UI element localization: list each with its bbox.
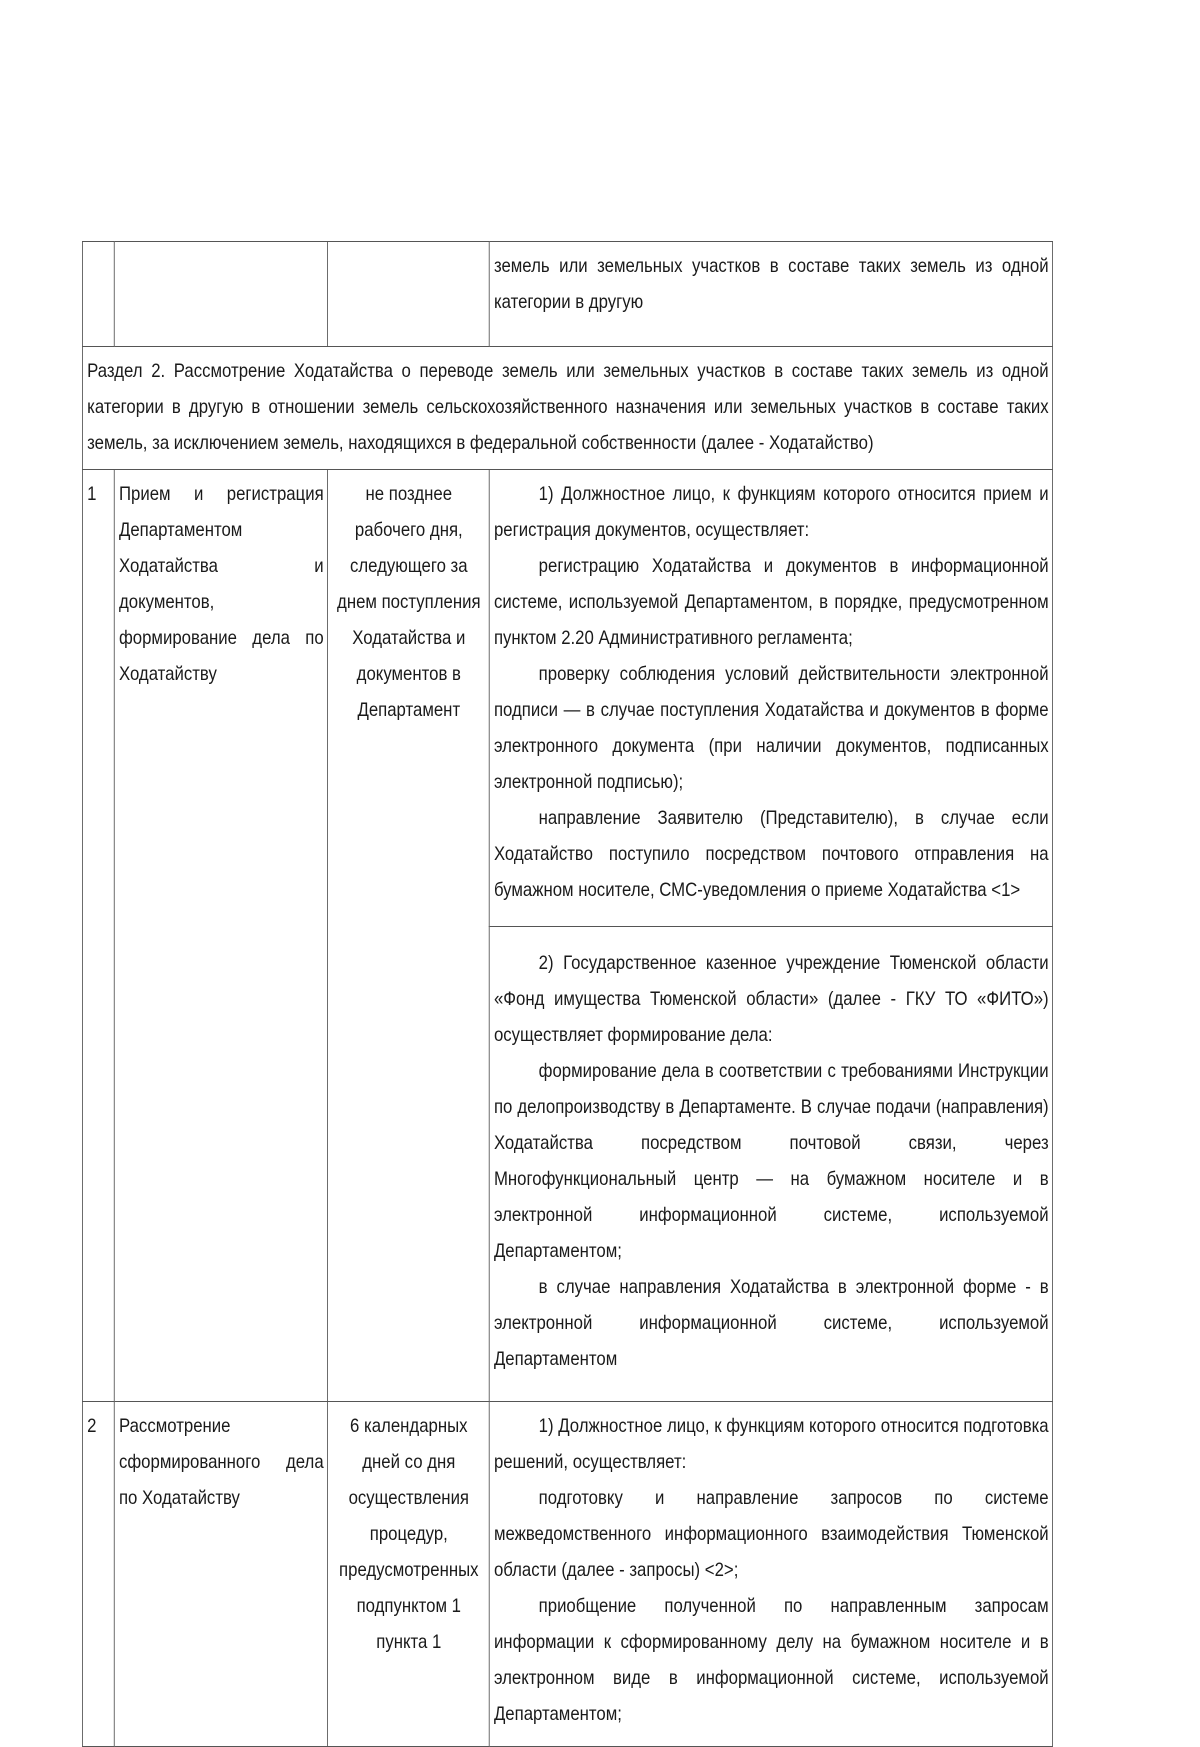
table-row-2 <box>82 1402 1052 1747</box>
block-item: приобщение полученной по направленным запросам информации к сформированному делу на бумажном носителе и в электронном виде в информационной системе, используемой Департаментом; <box>493 1595 1049 1725</box>
section-title: Раздел 2. Рассмотрение Ходатайства о переводе земель или земельных участков в составе таких земель из одной категории в другую в отношении земель сельскохозяйственного назначения или земельных участков в составе таких земель, за исключением земель, находящихся в федеральной собственности (далее - Ходатайство) <box>82 347 1052 470</box>
procedures-table <box>82 241 1053 1747</box>
cell-procedure-name <box>114 242 327 347</box>
block-item: направление Заявителю (Представителю), в случае если Ходатайство поступило посредством почтового отправления на бумажном носителе, СМС-уведомления о приеме Ходатайства <1> <box>493 807 1049 901</box>
procedure-block <box>489 1402 1052 1747</box>
procedure-block <box>489 927 1052 1402</box>
block-lead: 1) Должностное лицо, к функциям которого относится подготовка решений, осуществляет: <box>493 1415 1049 1473</box>
procedure-block <box>489 470 1052 927</box>
procedure-term: 6 календарных дней со дня осуществления процедур, предусмотренных подпунктом 1 пункта 1 <box>328 1402 490 1747</box>
block-item: формирование дела в соответствии с требованиями Инструкции по делопроизводству в Департаменте. В случае подачи (направления) Ходатайства посредством почтовой связи, через Многофункциональный центр — на бумажном носителе и в электронной информационной системе, используемой Департаментом; <box>493 1060 1049 1262</box>
block-item: в случае направления Ходатайства в электронной форме - в электронной информационной системе, используемой Департаментом <box>493 1276 1049 1370</box>
row-number: 1 <box>82 470 114 1402</box>
block-item: проверку соблюдения условий действительности электронной подписи — в случае поступления Ходатайства и документов в форме электронного документа (при наличии документов, подписанных электронной подписью); <box>493 663 1049 793</box>
cell-number <box>82 242 114 347</box>
block-item: регистрацию Ходатайства и документов в информационной системе, используемой Департаментом, в порядке, предусмотренном пунктом 2.20 Административного регламента; <box>493 555 1049 649</box>
section-header-row <box>82 347 1052 470</box>
block-item: подготовку и направление запросов по системе межведомственного информационного взаимодействия Тюменской области (далее - запросы) <2>; <box>493 1487 1049 1581</box>
cell-procedure-content <box>489 242 1052 347</box>
procedure-name: Прием и регистрация Департаментом Ходатайства и документов, формирование дела по Ходатайству <box>114 470 327 1402</box>
table-row-continuation <box>82 242 1052 347</box>
row-number: 2 <box>82 1402 114 1747</box>
cell-term <box>328 242 490 347</box>
procedure-term: не позднее рабочего дня, следующего за днем поступления Ходатайства и документов в Департамент <box>328 470 490 1402</box>
table-row-1 <box>82 470 1052 927</box>
block-lead: 1) Должностное лицо, к функциям которого относится прием и регистрация документов, осуществляет: <box>493 483 1049 541</box>
continuation-text: земель или земельных участков в составе таких земель из одной категории в другую <box>493 255 1049 313</box>
procedure-name: Рассмотрение сформированного дела по Ходатайству <box>114 1402 327 1747</box>
block-lead: 2) Государственное казенное учреждение Тюменской области «Фонд имущества Тюменской области» (далее - ГКУ ТО «ФИТО») осуществляет формирование дела: <box>493 952 1049 1046</box>
